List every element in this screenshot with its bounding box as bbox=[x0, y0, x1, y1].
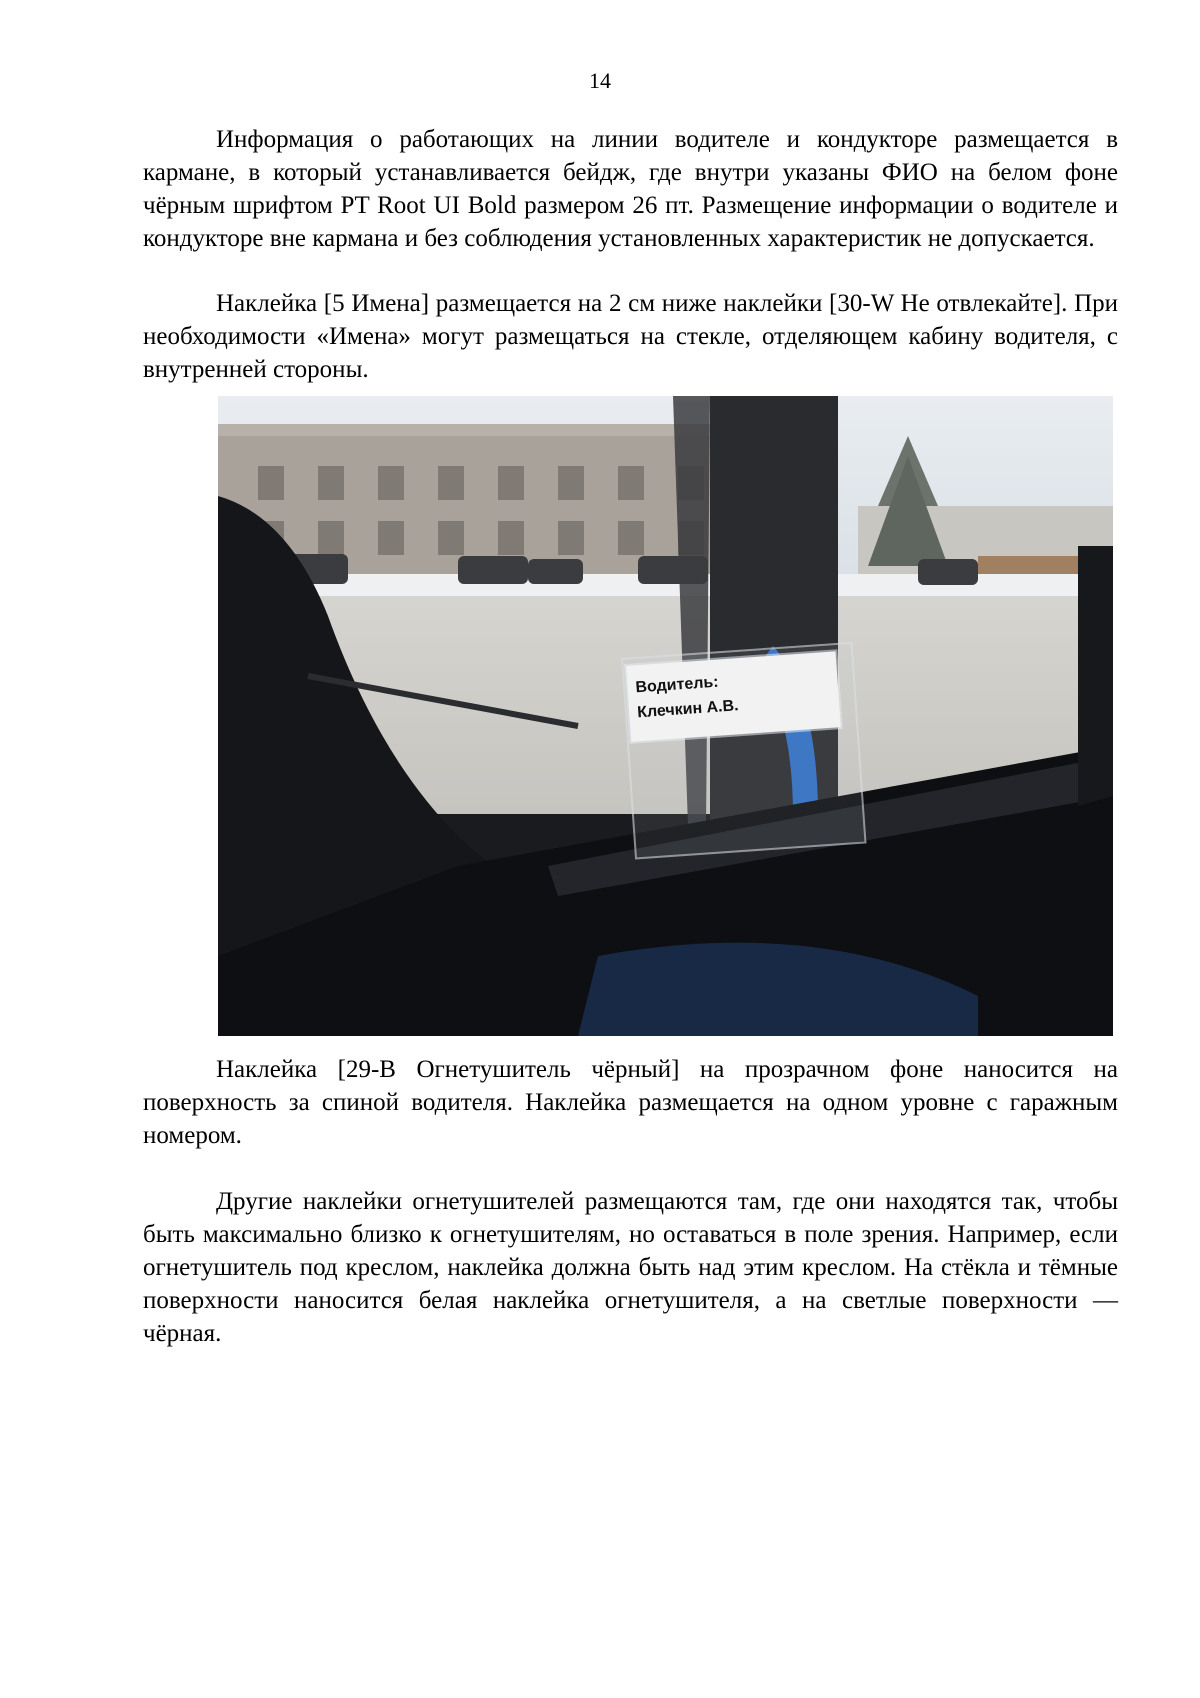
badge-line-2: Клечкин А.В. bbox=[636, 697, 740, 722]
paragraph-extinguisher-other: Другие наклейки огнетушителей размещаются там, где они находятся так, чтобы быть максимально близко к огнетушителям, но оставаться в поле зрения. Например, если огнетушитель под креслом, наклейка должна быть над этим креслом. На стёкла и тёмные поверхности наносится белая наклейка огнетушителя, а на светлые поверхности — чёрная. bbox=[143, 1188, 1118, 1347]
page-number: 14 bbox=[589, 68, 611, 93]
badge-line-1: Водитель: bbox=[634, 673, 720, 697]
driver-badge bbox=[626, 651, 841, 741]
paragraph-badge-info: Информация о работающих на линии водителе и кондукторе размещается в кармане, в который устанавливается бейдж, где внутри указаны ФИО на белом фоне чёрным шрифтом PT Root UI Bold размером 26 пт. Размещение информации о водителе и кондукторе вне кармана и без соблюдения установленных характеристик не допускается. bbox=[143, 126, 1118, 252]
paragraph-names-sticker: Наклейка [5 Имена] размещается на 2 см ниже наклейки [30-W Не отвлекайте]. При необходимости «Имена» могут размещаться на стекле, отделяющем кабину водителя, с внутренней стороны. bbox=[143, 290, 1118, 383]
photo-driver-badge bbox=[218, 396, 1113, 1036]
paragraph-extinguisher-black: Наклейка [29-В Огнетушитель чёрный] на прозрачном фоне наносится на поверхность за спиной водителя. Наклейка размещается на одном уровне с гаражным номером. bbox=[143, 1056, 1118, 1149]
